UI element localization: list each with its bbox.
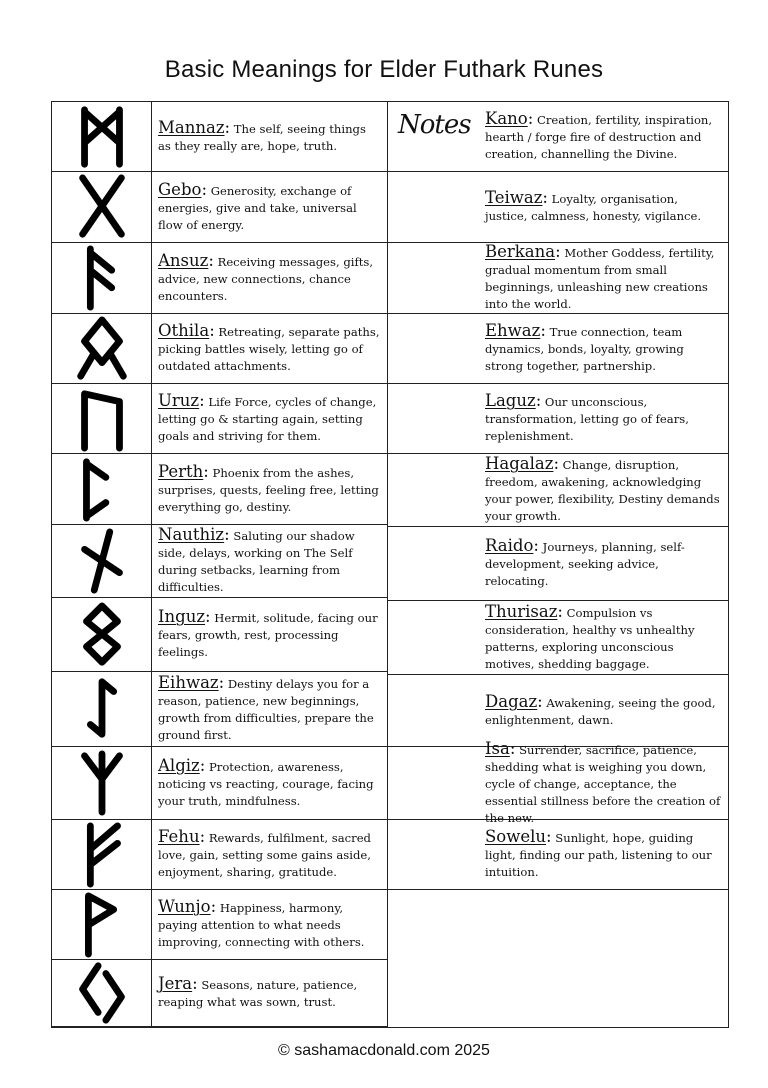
rune-name: Sowelu (485, 827, 547, 846)
rune-row-mannaz (52, 102, 387, 172)
rune-name: Wunjo (158, 897, 211, 916)
jera-rune-icon (62, 960, 142, 1026)
rune-meaning: Change, disruption, freedom, awakening, acknowledging your power, flexibility, Destiny demands your growth. (485, 458, 720, 523)
rune-description-cell: Nauthiz: Saluting our shadow side, delays, working on The Self during setbacks, learning from difficulties. (158, 525, 355, 594)
rune-meaning: Receiving messages, gifts, advice, new connections, chance encounters. (158, 254, 374, 303)
rune-description-cell: Eihwaz: Destiny delays you for a reason, patience, new beginnings, growth from difficulties, prepare the ground first. (158, 673, 374, 742)
rune-meaning: The self, seeing things as they really are, hope, truth. (158, 121, 366, 153)
rune-description-cell: Sowelu: Sunlight, hope, guiding light, finding our path, listening to our intuition. (485, 827, 712, 879)
rune-meaning: Surrender, sacrifice, patience, shedding what is weighing you down, cycle of change, acceptance, the essential stillness before the creation of the new. (485, 742, 721, 825)
rune-description-cell: Perth: Phoenix from the ashes, surprises, quests, feeling free, letting everything go, destiny. (158, 461, 379, 514)
rune-meaning: Life Force, cycles of change, letting go & starting again, setting goals and striving for them. (158, 395, 377, 443)
rune-row-ehwaz (388, 314, 729, 384)
rune-description-cell: Fehu: Rewards, fulfilment, sacred love, gain, setting some gains aside, enjoyment, sharing, gratitude. (158, 827, 371, 879)
rune-name: Ansuz (158, 250, 209, 270)
rune-glyph-cell (52, 243, 152, 313)
algiz-rune-icon (62, 750, 142, 816)
rune-description-cell: Hagalaz: Change, disruption, freedom, awakening, acknowledging your power, flexibility, Destiny demands your growth. (485, 454, 720, 523)
rune-glyph-cell (52, 890, 152, 959)
rune-name: Nauthiz (158, 525, 225, 544)
rune-description-cell: Thurisaz: Compulsion vs consideration, healthy vs unhealthy patterns, exploring unconscious motives, shedding baggage. (485, 601, 695, 671)
rune-description-cell: Algiz: Protection, awareness, noticing vs reacting, courage, facing your truth, mindfulness. (158, 755, 374, 808)
rune-meaning: Rewards, fulfilment, sacred love, gain, setting some gains aside, enjoyment, sharing, gratitude. (158, 831, 371, 879)
rune-row-dagaz (388, 675, 729, 747)
rune-description-cell: Teiwaz: Loyalty, organisation, justice, calmness, honesty, vigilance. (485, 188, 702, 223)
eihwaz-rune-icon (62, 676, 142, 742)
rune-description-cell: Ehwaz: True connection, team dynamics, bonds, loyalty, growing strong together, partnership. (485, 321, 684, 373)
rune-name: Teiwaz (485, 188, 543, 207)
rune-row-jera (52, 960, 387, 1027)
footer-copyright: © sashamacdonald.com 2025 (278, 1042, 490, 1059)
uruz-rune-icon (62, 386, 142, 452)
rune-name: Laguz (485, 391, 536, 410)
rune-description-cell: Dagaz: Awakening, seeing the good, enlightenment, dawn. (485, 691, 716, 727)
perth-rune-icon (62, 456, 142, 522)
rune-name: Thurisaz (485, 601, 558, 621)
rune-description-cell: Gebo: Generosity, exchange of energies, give and take, universal flow of energy. (158, 179, 357, 232)
rune-row-laguz (388, 384, 729, 454)
rune-glyph-cell (52, 598, 152, 671)
nauthiz-rune-icon (62, 528, 142, 594)
rune-meaning: Awakening, seeing the good, enlightenment, dawn. (485, 695, 716, 727)
rune-row-eihwaz (52, 672, 387, 747)
rune-name: Kano (485, 109, 528, 128)
rune-row-nauthiz (52, 525, 387, 598)
rune-meaning: Hermit, solitude, facing our fears, growth, rest, processing feelings. (158, 611, 378, 659)
rune-row-fehu (52, 820, 387, 890)
rune-description-cell: Raido: Journeys, planning, self-development, seeking advice, relocating. (485, 536, 685, 588)
rune-glyph-cell (52, 672, 152, 746)
rune-meaning: Journeys, planning, self-development, seeking advice, relocating. (485, 540, 685, 588)
rune-name: Hagalaz (485, 454, 554, 473)
rune-row-raido (388, 527, 729, 601)
othila-rune-icon (62, 316, 142, 382)
rune-row-isa (388, 738, 729, 825)
rune-row-inguz (52, 598, 387, 672)
right-column (387, 102, 729, 1027)
rune-meaning: Saluting our shadow side, delays, working on The Self during setbacks, learning from difficulties. (158, 529, 355, 594)
rune-description-cell: Wunjo: Happiness, harmony, paying attention to what needs improving, connecting with others. (158, 897, 365, 949)
rune-description-cell: Ansuz: Receiving messages, gifts, advice, new connections, chance encounters. (158, 250, 374, 303)
rune-row-kano (388, 102, 729, 172)
rune-description-cell: Isa: Surrender, sacrifice, patience, shedding what is weighing you down, cycle of change, acceptance, the essential stillness before the creation of the new. (485, 738, 721, 825)
rune-meaning: Sunlight, hope, guiding light, finding our path, listening to our intuition. (485, 831, 712, 879)
rune-name: Raido (485, 536, 534, 555)
rune-name: Gebo (158, 179, 202, 199)
rune-meaning: Mother Goddess, fertility, gradual momentum from small beginnings, unleashing new creations into the world. (485, 246, 715, 311)
rune-glyph-cell (52, 172, 152, 242)
rune-row-algiz (52, 747, 387, 820)
inguz-rune-icon (62, 602, 142, 668)
fehu-rune-icon (62, 822, 142, 888)
page-title: Basic Meanings for Elder Futhark Runes (164, 56, 604, 83)
rune-name: Jera (158, 974, 193, 993)
rune-description-cell: Jera: Seasons, nature, patience, reaping what was sown, trust. (158, 974, 358, 1009)
rune-description-cell: Othila: Retreating, separate paths, picking battles wisely, letting go of outdated attachments. (158, 321, 380, 373)
rune-row-thurisaz (388, 601, 729, 675)
rune-meaning: Destiny delays you for a reason, patience, new beginnings, growth from difficulties, prepare the ground first. (158, 677, 374, 742)
rune-row-hagalaz (388, 454, 729, 527)
rune-meaning: Generosity, exchange of energies, give and take, universal flow of energy. (158, 183, 357, 232)
rune-row-gebo (52, 172, 387, 243)
rune-row-sowelu (388, 820, 729, 890)
rune-meaning: Phoenix from the ashes, surprises, quests, feeling free, letting everything go, destiny. (158, 465, 379, 514)
rune-row-wunjo (52, 890, 387, 960)
rune-glyph-cell (52, 525, 152, 597)
ansuz-rune-icon (62, 245, 142, 311)
notes-label: Notes (398, 110, 471, 140)
rune-name: Ehwaz (485, 321, 541, 340)
rune-meaning: Protection, awareness, noticing vs reacting, courage, facing your truth, mindfulness. (158, 759, 374, 808)
rune-name: Perth (158, 461, 204, 481)
rune-description-cell: Mannaz: The self, seeing things as they really are, hope, truth. (158, 117, 366, 153)
rune-row-perth (52, 454, 387, 525)
rune-glyph-cell (52, 747, 152, 819)
wunjo-rune-icon (62, 892, 142, 958)
rune-description-cell: Uruz: Life Force, cycles of change, letting go & starting again, setting goals and striving for them. (158, 391, 377, 443)
rune-meaning: Retreating, separate paths, picking battles wisely, letting go of outdated attachments. (158, 325, 380, 373)
rune-name: Berkana (485, 242, 556, 261)
rune-name: Algiz (158, 755, 200, 775)
rune-meaning: Happiness, harmony, paying attention to what needs improving, connecting with others. (158, 901, 365, 949)
rune-row-berkana (388, 243, 729, 314)
rune-glyph-cell (52, 384, 152, 453)
rune-row-uruz (52, 384, 387, 454)
rune-table (51, 101, 729, 1028)
rune-glyph-cell (52, 454, 152, 524)
rune-meaning: Our unconscious, transformation, letting go of fears, replenishment. (485, 395, 689, 443)
rune-description-cell: Inguz: Hermit, solitude, facing our fears, growth, rest, processing feelings. (158, 607, 378, 659)
rune-name: Inguz (158, 607, 206, 626)
rune-description-cell: Laguz: Our unconscious, transformation, letting go of fears, replenishment. (485, 391, 689, 443)
rune-glyph-cell (52, 820, 152, 889)
rune-meaning: Compulsion vs consideration, healthy vs unhealthy patterns, exploring unconscious motives, shedding baggage. (485, 605, 695, 671)
rune-name: Mannaz (158, 117, 225, 137)
rune-row-teiwaz (388, 172, 729, 243)
rune-description-cell: Kano: Creation, fertility, inspiration, hearth / forge fire of destruction and creation, channelling the Divine. (485, 109, 713, 161)
rune-glyph-cell (52, 102, 152, 171)
rune-glyph-cell (52, 960, 152, 1026)
rune-name: Isa (485, 738, 510, 758)
rune-meaning: True connection, team dynamics, bonds, loyalty, growing strong together, partnership. (485, 325, 684, 373)
mannaz-rune-icon (62, 104, 142, 170)
rune-name: Eihwaz (158, 673, 219, 692)
rune-glyph-cell (52, 314, 152, 383)
rune-name: Dagaz (485, 691, 538, 711)
rune-meaning: Seasons, nature, patience, reaping what was sown, trust. (158, 978, 358, 1009)
rune-meaning: Loyalty, organisation, justice, calmness, honesty, vigilance. (485, 192, 702, 223)
rune-row-othila (52, 314, 387, 384)
rune-name: Fehu (158, 827, 200, 846)
rune-name: Uruz (158, 391, 200, 410)
rune-name: Othila (158, 321, 210, 340)
rune-meaning: Creation, fertility, inspiration, hearth / forge fire of destruction and creation, channelling the Divine. (485, 113, 713, 161)
rune-description-cell: Berkana: Mother Goddess, fertility, gradual momentum from small beginnings, unleashing new creations into the world. (485, 242, 715, 311)
rune-row-ansuz (52, 243, 387, 314)
gebo-rune-icon (62, 174, 142, 240)
